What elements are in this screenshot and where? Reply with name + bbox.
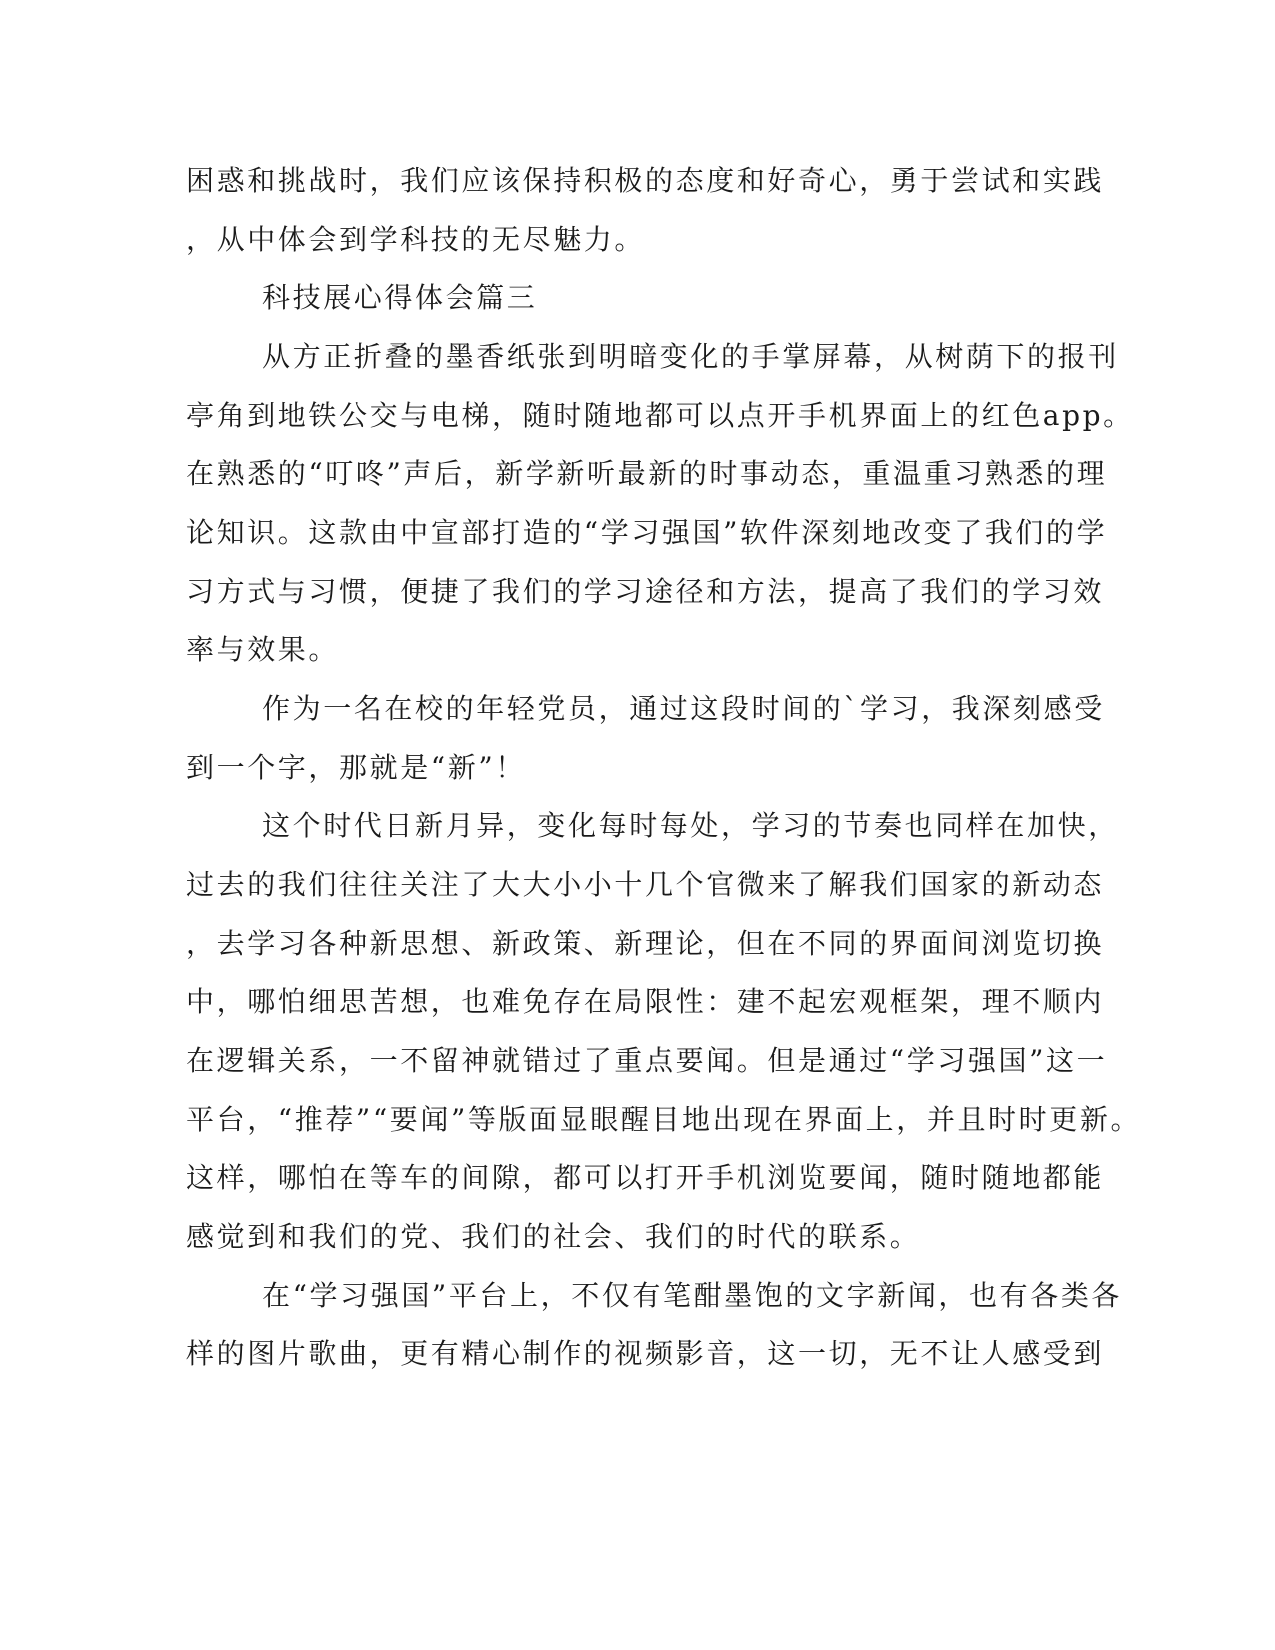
text-line: 在逻辑关系，一不留神就错过了重点要闻。但是通过“学习强国”这一 [186, 1044, 1108, 1077]
text-line: 这个时代日新月异，变化每时每处，学习的节奏也同样在加快， [262, 809, 1119, 842]
text-line: 在熟悉的“叮咚”声后，新学新听最新的时事动态，重温重习熟悉的理 [186, 457, 1108, 490]
text-line: 从方正折叠的墨香纸张到明暗变化的手掌屏幕，从树荫下的报刊 [262, 340, 1119, 373]
text-line: 习方式与习惯，便捷了我们的学习途径和方法，提高了我们的学习效 [186, 575, 1105, 608]
text-line: 困惑和挑战时，我们应该保持积极的态度和好奇心，勇于尝试和实践 [186, 164, 1105, 197]
text-line: 率与效果。 [186, 633, 340, 666]
text-line: 这样，哪怕在等车的间隙，都可以打开手机浏览要闻，随时随地都能 [186, 1161, 1105, 1194]
text-line: 到一个字，那就是“新”！ [186, 751, 526, 784]
text-line: 亭角到地铁公交与电梯，随时随地都可以点开手机界面上的红色app。 [186, 399, 1134, 432]
text-line: 样的图片歌曲，更有精心制作的视频影音，这一切，无不让人感受到 [186, 1337, 1105, 1370]
text-line: ，去学习各种新思想、新政策、新理论，但在不同的界面间浏览切换 [186, 927, 1105, 960]
text-line: 感觉到和我们的党、我们的社会、我们的时代的联系。 [186, 1220, 921, 1253]
text-line: 中，哪怕细思苦想，也难免存在局限性：建不起宏观框架，理不顺内 [186, 985, 1105, 1018]
section-heading: 科技展心得体会篇三 [262, 281, 538, 314]
text-line: ，从中体会到学科技的无尽魅力。 [186, 223, 646, 256]
text-line: 在“学习强国”平台上，不仅有笔酣墨饱的文字新闻，也有各类各 [262, 1279, 1123, 1312]
text-line: 作为一名在校的年轻党员，通过这段时间的`学习，我深刻感受 [262, 692, 1105, 725]
text-line: 论知识。这款由中宣部打造的“学习强国”软件深刻地改变了我们的学 [186, 516, 1108, 549]
text-line: 平台，“推荐”“要闻”等版面显眼醒目地出现在界面上，并且时时更新。 [186, 1103, 1142, 1136]
text-line: 过去的我们往往关注了大大小小十几个官微来了解我们国家的新动态 [186, 868, 1105, 901]
